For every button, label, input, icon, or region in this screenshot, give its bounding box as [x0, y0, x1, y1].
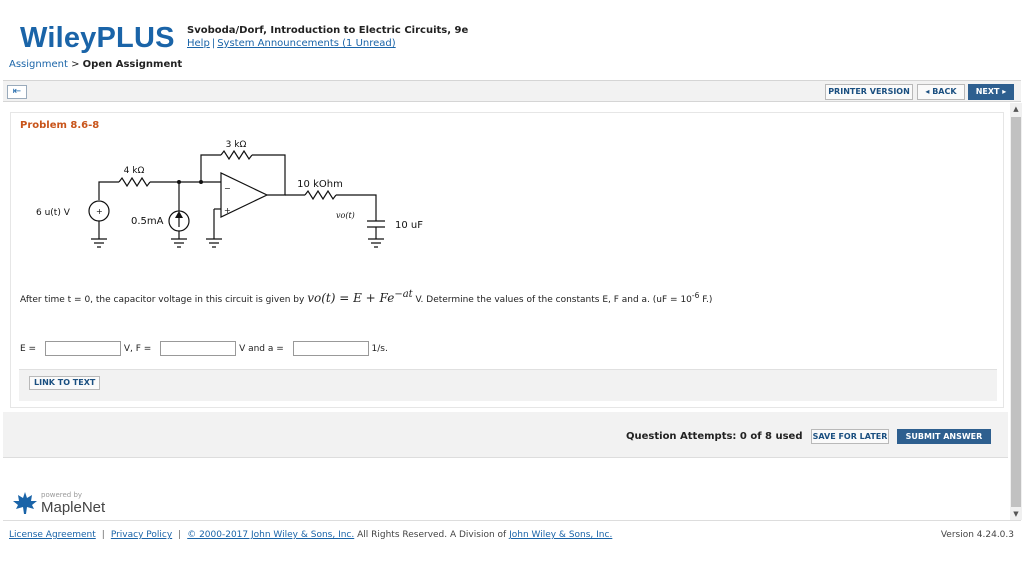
- voltage-formula: [307, 291, 412, 305]
- formula-body: vo(t) = E + Fe: [307, 291, 395, 305]
- maplenet-branding: [12, 491, 106, 518]
- scroll-down-arrow-icon[interactable]: ▼: [1013, 510, 1019, 518]
- privacy-policy-link[interactable]: Privacy Policy: [110, 530, 173, 540]
- question-suffix: V. Determine the values of the constants E, F and a. (uF = 10: [415, 295, 692, 305]
- help-links: [187, 38, 396, 49]
- link-to-text-button[interactable]: LINK TO TEXT: [29, 376, 100, 390]
- footer-divider: [3, 520, 1021, 521]
- circuit-diagram: [31, 135, 451, 275]
- problem-title: Problem 8.6-8: [20, 120, 100, 131]
- breadcrumb-assignment[interactable]: Assignment: [9, 59, 68, 70]
- output-voltage-label: vo(t): [336, 211, 355, 220]
- a-input[interactable]: [293, 341, 369, 356]
- maple-leaf-icon: [12, 491, 38, 515]
- opamp-plus: +: [224, 206, 231, 215]
- source-plus: +: [96, 207, 103, 216]
- rights-text: All Rights Reserved. A Division of: [357, 530, 507, 540]
- footer-separator: |: [178, 530, 182, 540]
- next-button[interactable]: NEXT ▸: [968, 84, 1014, 100]
- scroll-thumb[interactable]: [1011, 117, 1021, 507]
- link-to-text-panel: [19, 369, 997, 401]
- resistor-10k-label: 10 kOhm: [297, 179, 343, 190]
- assignment-toolbar: [3, 80, 1021, 102]
- footer-separator: |: [101, 530, 105, 540]
- save-for-later-button[interactable]: SAVE FOR LATER: [811, 429, 889, 444]
- f-input[interactable]: [160, 341, 236, 356]
- unit-exponent: -6: [691, 291, 700, 300]
- back-button[interactable]: ◂ BACK: [917, 84, 965, 100]
- resistor-3k-label: 3 kΩ: [225, 140, 247, 150]
- question-attempts: Question Attempts: 0 of 8 used: [626, 431, 803, 442]
- breadcrumb-separator: >: [71, 59, 80, 70]
- resistor-4k-label: 4 kΩ: [123, 166, 145, 176]
- maplenet-logo: MapleNet: [41, 499, 106, 516]
- powered-by-label: powered by: [41, 491, 83, 499]
- current-source-label: 0.5mA: [131, 216, 164, 227]
- copyright-link[interactable]: © 2000-2017 John Wiley & Sons, Inc.: [187, 530, 355, 540]
- formula-exponent: −at: [394, 289, 413, 300]
- question-text: [20, 289, 920, 305]
- version-label: Version 4.24.0.3: [940, 530, 1014, 540]
- question-prefix: After time t = 0, the capacitor voltage in this circuit is given by: [20, 295, 305, 305]
- link-separator: |: [211, 38, 216, 49]
- wiley-company-link[interactable]: John Wiley & Sons, Inc.: [509, 530, 613, 540]
- attempts-bar: [3, 412, 1008, 458]
- license-agreement-link[interactable]: License Agreement: [9, 530, 96, 540]
- e-input[interactable]: [45, 341, 121, 356]
- problem-panel: [10, 112, 1004, 408]
- breadcrumb-current: Open Assignment: [82, 59, 183, 70]
- scroll-up-arrow-icon[interactable]: ▲: [1013, 105, 1019, 113]
- answer-row: [20, 341, 394, 356]
- page-header: [0, 0, 1024, 80]
- submit-answer-button[interactable]: SUBMIT ANSWER: [897, 429, 991, 444]
- unit-label: 1/s.: [371, 343, 388, 354]
- a-label: V and a =: [239, 343, 284, 354]
- course-title: Svoboda/Dorf, Introduction to Electric Circuits, 9e: [187, 25, 469, 36]
- collapse-panel-icon[interactable]: ⇤: [7, 85, 27, 99]
- footer: [9, 530, 612, 540]
- help-link[interactable]: Help: [187, 38, 210, 49]
- system-announcements-link[interactable]: System Announcements (1 Unread): [217, 38, 396, 49]
- breadcrumb: [9, 59, 182, 70]
- e-label: E =: [20, 343, 37, 354]
- opamp-minus: −: [224, 184, 231, 193]
- printer-version-button[interactable]: PRINTER VERSION: [825, 84, 913, 100]
- capacitor-label: 10 uF: [395, 220, 423, 231]
- question-end: F.): [702, 295, 713, 305]
- vertical-scrollbar[interactable]: [1010, 103, 1022, 520]
- wileyplus-logo[interactable]: WileyPLUS: [20, 22, 175, 54]
- voltage-source-label: 6 u(t) V: [36, 208, 70, 218]
- f-label: V, F =: [123, 343, 152, 354]
